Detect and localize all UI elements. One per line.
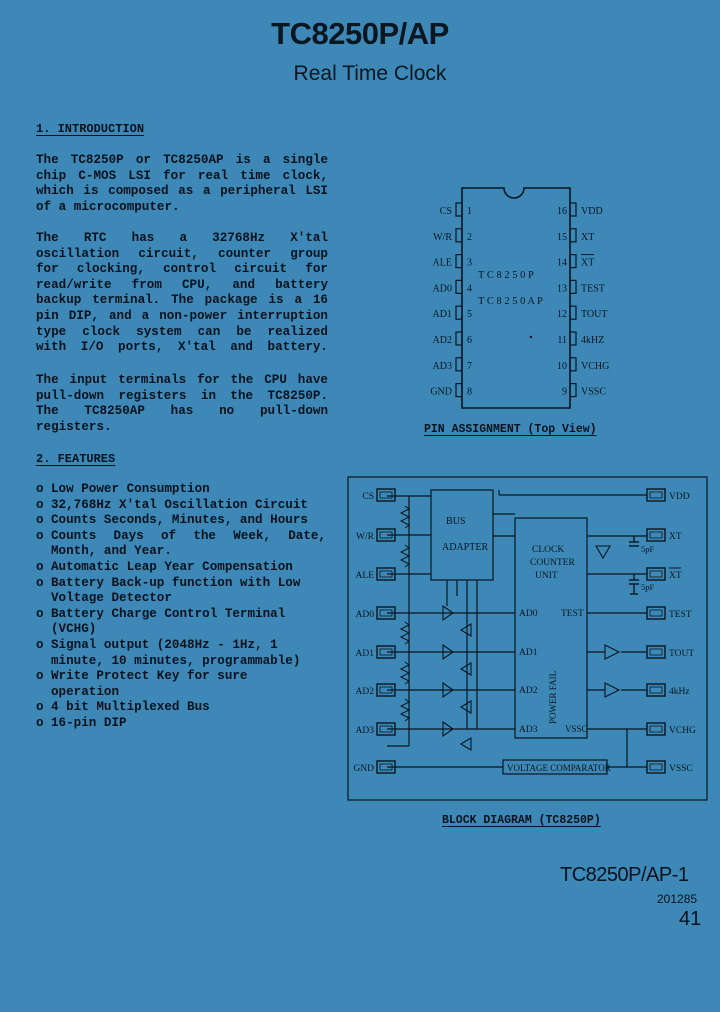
pin-number-left: 8 [467,386,472,398]
block-pin-inner [650,610,662,616]
pin-number-right: 14 [557,257,567,269]
block-pin-left-label: AD3 [355,726,374,736]
pin-number-left: 7 [467,360,472,372]
pin-stub [456,306,462,319]
inner-ad1-label: AD1 [519,648,538,658]
inner-ad0-label: AD0 [519,609,538,619]
pin-name-left: AD1 [432,309,452,321]
pin-number-right: 12 [557,309,567,321]
block-pin-left-label: ALE [355,571,374,581]
pin-stub [570,203,576,216]
pin-number-right: 16 [557,206,567,217]
pin-stub [456,384,462,397]
pin-number-left: 6 [467,335,472,346]
pin-assignment-diagram [420,180,620,415]
cap-label-1: 5pF [641,544,655,554]
chip-label-2: T C 8 2 5 0 A P [478,296,543,307]
features-list [36,482,326,732]
block-pin-right-label: TOUT [669,649,695,659]
footer-page: 41 [679,908,702,930]
pin-stub [456,332,462,345]
feature-item: o Counts Seconds, Minutes, and Hours [36,513,326,529]
pin-name-left: CS [439,206,452,217]
intro-paragraph-3: The input terminals for the CPU have pull-down registers in the TC8250P. The TC8250AP has no pull-down registers. [36,373,328,434]
block-pin-right-label: XT [669,571,682,581]
inner-test-label: TEST [561,609,584,619]
pin-number-right: 10 [557,360,567,372]
block-right-pins [647,489,696,774]
block-pin-right-label: VSSC [669,764,693,774]
feature-item: o Counts Days of the Week, Date, Month, and Year. [36,529,326,560]
inner-vssc-label: VSSC [565,724,588,734]
pin-name-right: 4kHZ [581,335,605,346]
block-pin-left-label: AD1 [355,649,374,659]
pin-number-left: 1 [467,206,472,217]
pin-name-left: W/R [433,231,452,243]
block-pin-inner [650,764,662,770]
block-pin-inner [650,649,662,655]
pin-name-right: XT [581,257,595,269]
feature-item: o Battery Charge Control Terminal (VCHG) [36,607,326,638]
block-frame [348,477,707,800]
power-fail-label: POWER FAIL [548,670,558,724]
block-pin-inner [650,492,662,498]
inner-ad2-label: AD2 [519,686,538,696]
feature-item: o Automatic Leap Year Compensation [36,560,326,576]
block-pin-left-label: GND [353,764,374,774]
feature-item: o Battery Back-up function with Low Voltage Detector [36,576,326,607]
pin-name-left: ALE [432,257,452,269]
feature-item: o 16-pin DIP [36,716,326,732]
intro-paragraph-1: The TC8250P or TC8250AP is a single chip C-MOS LSI for real time clock, which is composed as a peripheral LSI of a microcomputer. [36,153,328,214]
pin-number-right: 11 [557,335,567,346]
pin-stub [570,358,576,371]
pin-stub [570,332,576,345]
features-heading: 2. FEATURES [36,452,116,466]
page-title: TC8250P/AP [271,16,449,51]
pin-assignment-caption: PIN ASSIGNMENT (Top View) [424,423,597,436]
pin-name-right: VSSC [581,386,607,398]
unit-label: UNIT [535,571,558,581]
feature-item: o 32,768Hz X'tal Oscillation Circuit [36,498,326,514]
block-pin-left-label: AD0 [355,610,374,620]
pin-name-right: VDD [581,206,603,217]
feature-item: o 4 bit Multiplexed Bus [36,700,326,716]
block-pin-left-label: AD2 [355,687,374,697]
pin-stub [456,203,462,216]
pin-number-left: 3 [467,257,472,269]
right-pin-group [557,203,609,398]
pin-name-right: VCHG [581,360,610,372]
clock-label: CLOCK [532,545,565,555]
pin-name-left: AD3 [432,360,452,372]
voltage-comparator-label: VOLTAGE COMPARATOR [507,763,611,773]
pin-stub [570,384,576,397]
pin1-dot [530,336,532,338]
counter-label: COUNTER [530,558,575,568]
left-pin-group [430,203,472,398]
block-pin-inner [650,726,662,732]
pin-number-left: 4 [467,283,472,295]
block-pin-left-label: W/R [356,532,374,542]
block-pin-right-label: TEST [669,610,692,620]
feature-item: o Write Protect Key for sure operation [36,669,326,700]
block-pin-inner [650,687,662,693]
pin-stub [570,280,576,293]
pin-name-right: TEST [581,283,605,295]
bus-adapter-box [431,490,493,580]
block-pin-right-label: VDD [669,492,690,502]
block-pin-inner [650,532,662,538]
pin-number-right: 13 [557,283,567,295]
chip-label-1: T C 8 2 5 0 P [478,270,534,281]
pin-number-left: 5 [467,309,472,321]
cap-label-2: 5pF [641,582,655,592]
pin-stub [570,229,576,242]
block-pin-right-label: 4kHz [669,687,690,697]
pin-stub [456,255,462,268]
crystal-caps [629,536,639,594]
intro-heading: 1. INTRODUCTION [36,122,145,136]
page-subtitle: Real Time Clock [293,62,447,85]
adapter-label: ADAPTER [442,542,489,553]
footer-date: 201285 [657,892,698,906]
block-pin-right-label: VCHG [669,726,696,736]
bus-label: BUS [446,516,466,527]
block-pin-right-label: XT [669,532,682,542]
footer-code: TC8250P/AP-1 [560,864,689,886]
block-left-pins [353,489,395,774]
pin-stub [570,255,576,268]
block-pin-inner [380,492,392,498]
block-diagram-caption: BLOCK DIAGRAM (TC8250P) [442,814,601,827]
pin-stub [456,358,462,371]
block-pin-inner [650,571,662,577]
block-diagram [347,476,709,802]
pin-number-right: 9 [562,386,567,398]
pin-stub [456,280,462,293]
pin-name-left: AD2 [432,335,452,346]
pin-stub [570,306,576,319]
block-pin-left-label: CS [362,492,374,502]
inner-ad3-label: AD3 [519,725,538,735]
intro-paragraph-2: The RTC has a 32768Hz X'tal oscillation circuit, counter group for clocking, control circuit for read/write from CPU, and battery backup terminal. The package is a 16 pin DIP, and a non-power interruption type clock system can be realized with I/O ports, X'tal and battery. [36,231,328,355]
pin-stub [456,229,462,242]
pin-name-left: AD0 [432,283,452,295]
feature-item: o Signal output (2048Hz - 1Hz, 1 minute, 10 minutes, programmable) [36,638,326,669]
feature-item: o Low Power Consumption [36,482,326,498]
pin-name-left: GND [430,386,452,398]
pin-number-right: 15 [557,231,567,243]
pin-name-right: TOUT [581,309,608,321]
pin-number-left: 2 [467,231,472,243]
pin-name-right: XT [581,231,595,243]
